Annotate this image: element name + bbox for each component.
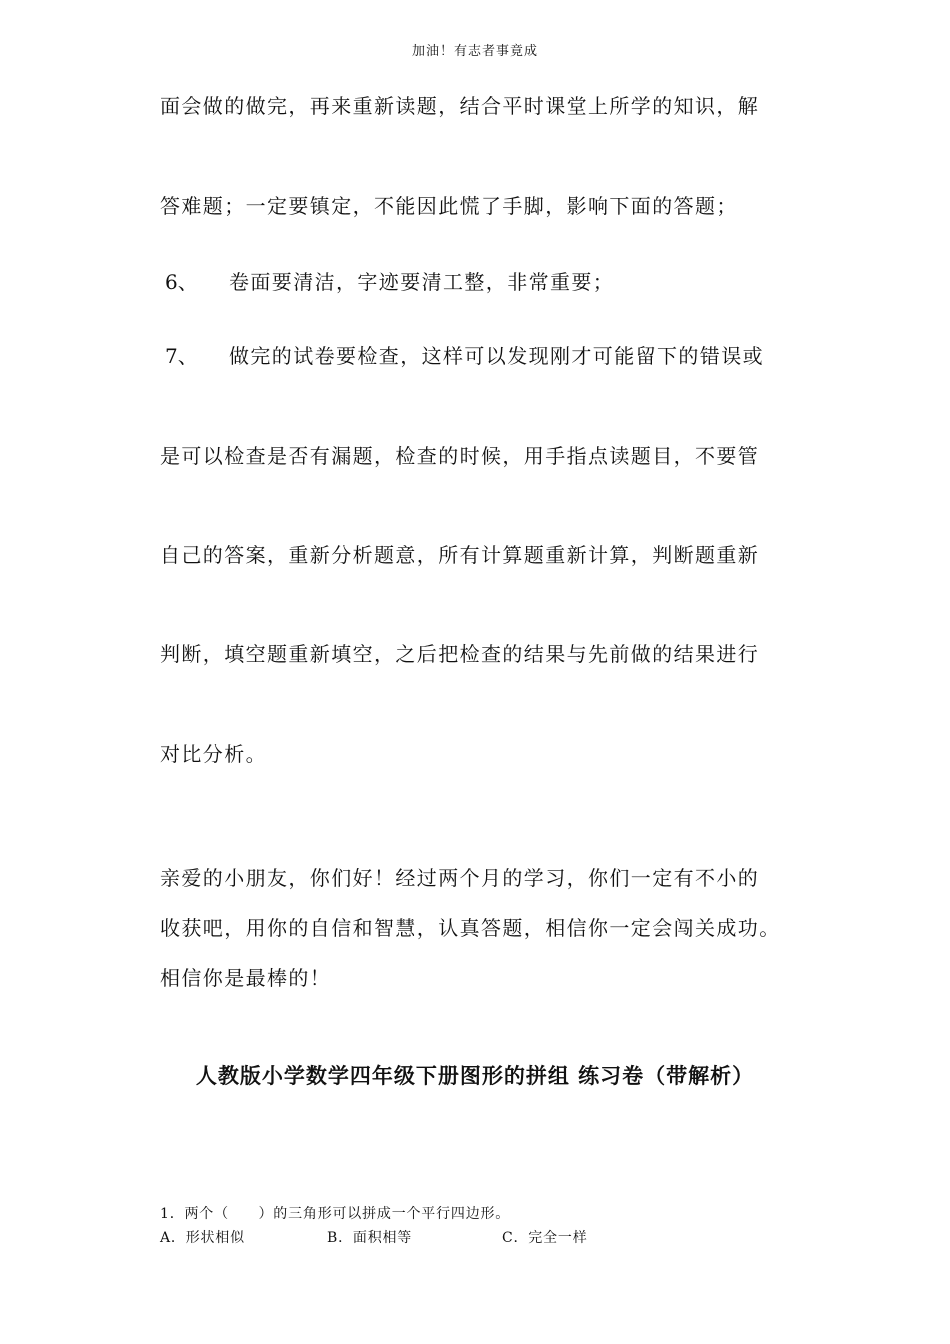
text-line: 答难题；一定要镇定，不能因此慌了手脚，影响下面的答题； <box>160 194 738 218</box>
tip-number: 6、 <box>165 270 198 294</box>
option-b: B．面积相等 <box>327 1230 413 1246</box>
question-stem: 1．两个（ ）的三角形可以拼成一个平行四边形。 <box>160 1206 511 1222</box>
text-line: 对比分析。 <box>160 742 267 766</box>
text-line: 判断，填空题重新填空，之后把检查的结果与先前做的结果进行 <box>160 642 760 666</box>
text-line: 亲爱的小朋友，你们好！经过两个月的学习，你们一定有不小的 <box>160 866 760 890</box>
text-line: 自己的答案，重新分析题意，所有计算题重新计算，判断题重新 <box>160 543 760 567</box>
tip-text: 卷面要清洁，字迹要清工整，非常重要； <box>229 270 615 294</box>
exam-title: 人教版小学数学四年级下册图形的拼组 练习卷（带解析） <box>195 1063 755 1088</box>
tip-text: 做完的试卷要检查，这样可以发现刚才可能留下的错误或 <box>229 344 764 368</box>
page-header-motto: 加油！有志者事竟成 <box>411 44 538 59</box>
text-line: 是可以检查是否有漏题，检查的时候，用手指点读题目，不要管 <box>160 444 760 468</box>
text-line: 面会做的做完，再来重新读题，结合平时课堂上所学的知识，解 <box>160 94 760 118</box>
tip-number: 7、 <box>165 344 198 368</box>
text-line: 收获吧，用你的自信和智慧，认真答题，相信你一定会闯关成功。 <box>160 916 781 940</box>
option-a: A．形状相似 <box>160 1230 245 1246</box>
text-line: 相信你是最棒的！ <box>160 966 332 990</box>
option-c: C．完全一样 <box>502 1230 588 1246</box>
